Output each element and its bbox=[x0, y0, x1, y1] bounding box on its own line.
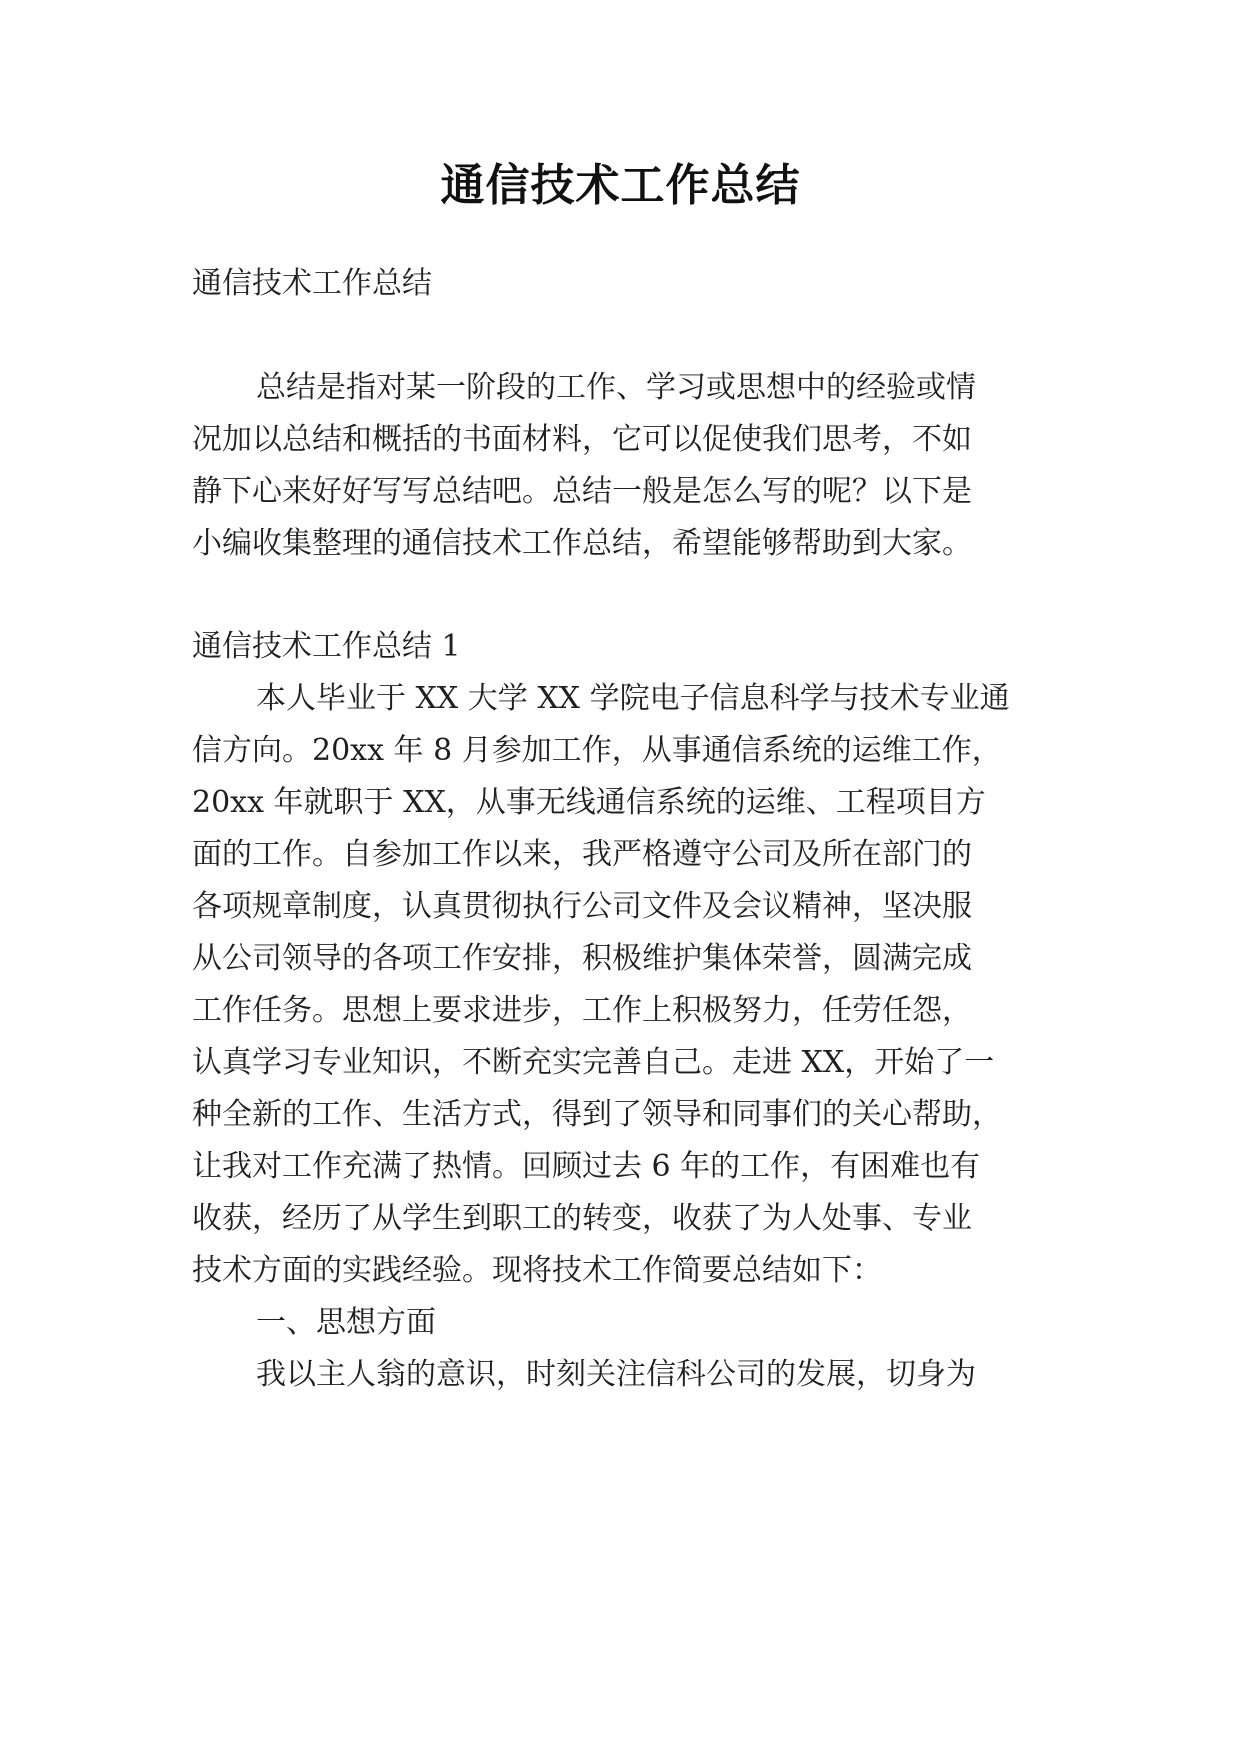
intro-line: 静下心来好好写写总结吧。总结一般是怎么写的呢？以下是 bbox=[192, 474, 972, 509]
body-line: 本人毕业于 XX 大学 XX 学院电子信息科学与技术专业通 bbox=[256, 681, 1010, 716]
body-line: 收获，经历了从学生到职工的转变，收获了为人处事、专业 bbox=[192, 1201, 972, 1236]
intro-line: 小编收集整理的通信技术工作总结，希望能够帮助到大家。 bbox=[192, 526, 972, 561]
section-heading: 通信技术工作总结 1 bbox=[192, 629, 461, 664]
document-subtitle: 通信技术工作总结 bbox=[192, 266, 432, 301]
body-line: 技术方面的实践经验。现将技术工作简要总结如下： bbox=[192, 1253, 882, 1288]
body-line: 各项规章制度，认真贯彻执行公司文件及会议精神，坚决服 bbox=[192, 889, 972, 924]
body-line: 种全新的工作、生活方式，得到了领导和同事们的关心帮助， bbox=[192, 1097, 1002, 1132]
body-line: 工作任务。思想上要求进步，工作上积极努力，任劳任怨， bbox=[192, 993, 972, 1028]
body-line: 20xx 年就职于 XX，从事无线通信系统的运维、工程项目方 bbox=[192, 785, 986, 820]
body-line: 从公司领导的各项工作安排，积极维护集体荣誉，圆满完成 bbox=[192, 941, 972, 976]
intro-line: 况加以总结和概括的书面材料，它可以促使我们思考，不如 bbox=[192, 422, 972, 457]
intro-line: 总结是指对某一阶段的工作、学习或思想中的经验或情 bbox=[256, 370, 976, 405]
subheading: 一、思想方面 bbox=[256, 1305, 436, 1340]
body-line: 认真学习专业知识，不断充实完善自己。走进 XX，开始了一 bbox=[192, 1045, 995, 1080]
body-line: 信方向。20xx 年 8 月参加工作，从事通信系统的运维工作， bbox=[192, 733, 1002, 768]
body-line: 我以主人翁的意识，时刻关注信科公司的发展，切身为 bbox=[256, 1357, 976, 1392]
body-line: 让我对工作充满了热情。回顾过去 6 年的工作，有困难也有 bbox=[192, 1149, 981, 1184]
document-title: 通信技术工作总结 bbox=[440, 160, 801, 211]
body-line: 面的工作。自参加工作以来，我严格遵守公司及所在部门的 bbox=[192, 837, 972, 872]
